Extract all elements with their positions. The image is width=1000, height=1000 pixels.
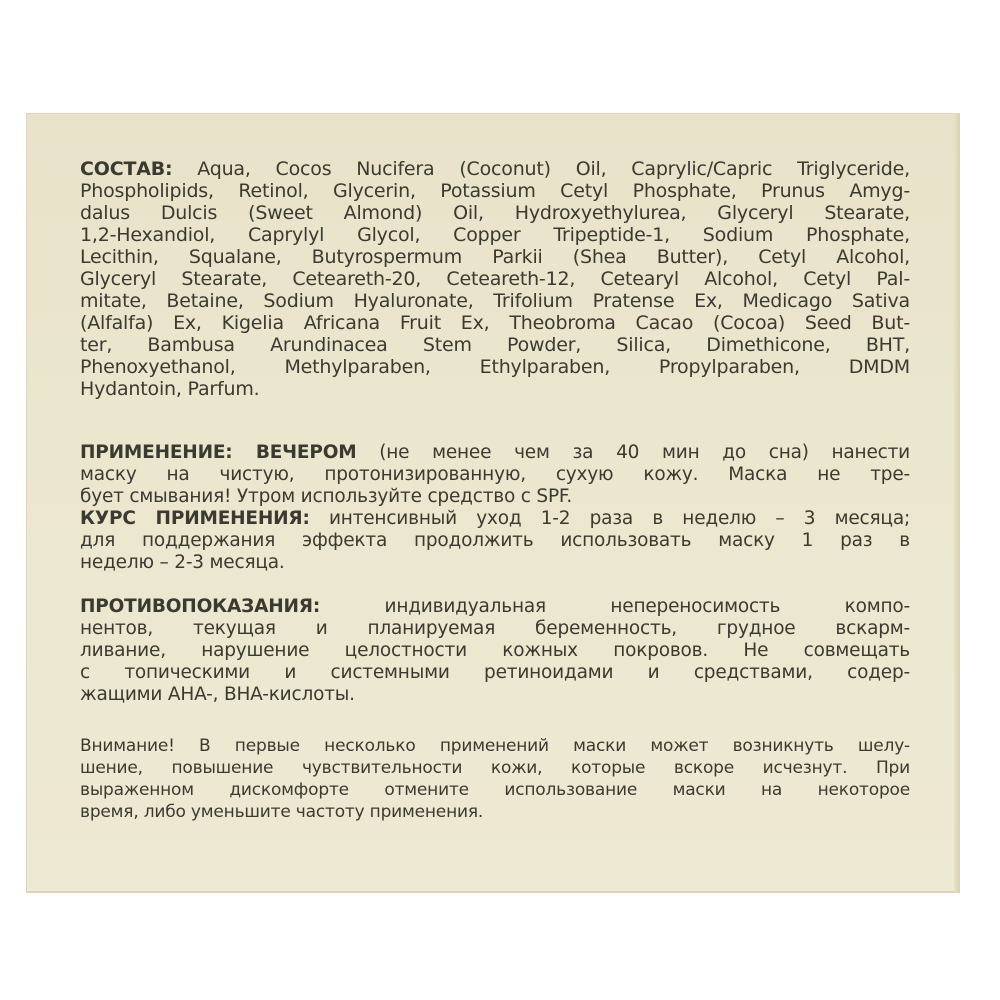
ingredients-section bbox=[80, 158, 910, 400]
ingredients-line: Lecithin, Squalane, Butyrospermum Parkii (Shea Butter), Cetyl Alcohol, bbox=[80, 246, 910, 268]
course-label: КУРС ПРИМЕНЕНИЯ: bbox=[80, 508, 310, 529]
application-section bbox=[80, 442, 910, 574]
contraindications-line: жащими AHA-, BHA-кислоты. bbox=[80, 684, 355, 705]
ingredients-line: mitate, Betaine, Sodium Hyaluronate, Trifolium Pratense Ex, Medicago Sativa bbox=[80, 290, 910, 312]
contraindications-label: ПРОТИВОПОКАЗАНИЯ: bbox=[80, 596, 321, 617]
warning-line: время, либо уменьшите частоту применения. bbox=[80, 802, 484, 822]
course-line: КУРС ПРИМЕНЕНИЯ: интенсивный уход 1-2 раза в неделю – 3 месяца; bbox=[80, 508, 910, 529]
ingredients-line: Hydantoin, Parfum. bbox=[80, 378, 260, 400]
application-line: бует смывания! Утром используйте средство с SPF. bbox=[80, 486, 573, 507]
application-line: маску на чистую, протонизированную, сухую кожу. Маска не тре- bbox=[80, 464, 910, 485]
warning-line: выраженном дискомфорте отмените использование маски на некоторое bbox=[80, 780, 910, 800]
warning-section bbox=[80, 735, 910, 823]
application-line: ПРИМЕНЕНИЕ: ВЕЧЕРОМ (не менее чем за 40 мин до сна) нанести bbox=[80, 442, 910, 463]
ingredients-line: СОСТАВ: Aqua, Cocos Nucifera (Coconut) Oil, Caprylic/Capric Triglyceride, bbox=[80, 158, 910, 180]
ingredients-label: СОСТАВ: bbox=[80, 158, 173, 180]
warning-line: шение, повышение чувствительности кожи, которые вскоре исчезнут. При bbox=[80, 758, 910, 778]
contraindications-line: ливание, нарушение целостности кожных покровов. Не совмещать bbox=[80, 640, 910, 661]
contraindications-line: с топическими и системными ретиноидами и средствами, содер- bbox=[80, 662, 910, 683]
contraindications-section bbox=[80, 596, 910, 706]
ingredients-line: Glyceryl Stearate, Ceteareth-20, Ceteareth-12, Cetearyl Alcohol, Cetyl Pal- bbox=[80, 268, 910, 290]
contraindications-line: нентов, текущая и планируемая беременность, грудное вскарм- bbox=[80, 618, 910, 639]
ingredients-line: ter, Bambusa Arundinacea Stem Powder, Silica, Dimethicone, BHT, bbox=[80, 334, 910, 356]
course-line: для поддержания эффекта продолжить использовать маску 1 раз в bbox=[80, 530, 910, 551]
ingredients-line: (Alfalfa) Ex, Kigelia Africana Fruit Ex, Theobroma Cacao (Cocoa) Seed But- bbox=[80, 312, 910, 334]
ingredients-line: dalus Dulcis (Sweet Almond) Oil, Hydroxyethylurea, Glyceryl Stearate, bbox=[80, 202, 910, 224]
ingredients-line: Phenoxyethanol, Methylparaben, Ethylparaben, Propylparaben, DMDM bbox=[80, 356, 910, 378]
ingredients-line: Phospholipids, Retinol, Glycerin, Potassium Cetyl Phosphate, Prunus Amyg- bbox=[80, 180, 910, 202]
ingredients-line: 1,2-Hexandiol, Caprylyl Glycol, Copper Tripeptide-1, Sodium Phosphate, bbox=[80, 224, 910, 246]
course-line: неделю – 2-3 месяца. bbox=[80, 552, 285, 573]
contraindications-line: ПРОТИВОПОКАЗАНИЯ: индивидуальная непереносимость компо- bbox=[80, 596, 910, 617]
panel-edge bbox=[954, 113, 960, 893]
warning-line: Внимание! В первые несколько применений маски может возникнуть шелу- bbox=[80, 736, 910, 756]
application-label: ПРИМЕНЕНИЕ: ВЕЧЕРОМ bbox=[80, 442, 357, 463]
product-label-panel bbox=[26, 113, 960, 893]
